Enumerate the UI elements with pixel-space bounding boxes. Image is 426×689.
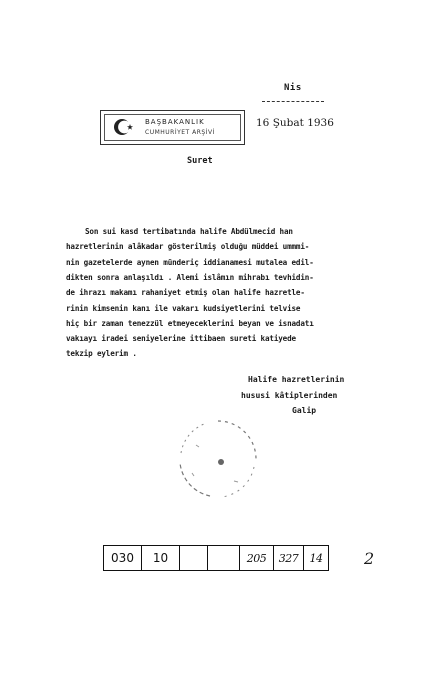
- body-line: vakıayı iradei seniyelerine ittibaen sureti katiyede: [66, 334, 296, 344]
- archive-code-cell: 10: [142, 546, 180, 570]
- document-date: 16 Şubat 1936: [256, 117, 334, 129]
- signature-name: Galip: [292, 406, 317, 415]
- archive-code-cell: [180, 546, 208, 570]
- body-line: rinin kimsenin kanı ile vakarı kudsiyetlerini telvise: [66, 303, 301, 313]
- archive-stamp: [100, 110, 245, 145]
- document-heading: Suret: [187, 156, 213, 166]
- body-line: hazretlerinin alâkadar gösterilmiş olduğu müddei ummmi-: [66, 242, 310, 252]
- archive-code-cell: [208, 546, 240, 570]
- archive-code-cell: 205: [240, 546, 274, 570]
- body-line: de ihrazı makamı rahaniyet etmiş olan halife hazretle-: [66, 288, 305, 298]
- body-line: hiç bir zaman tenezzül etmeyeceklerini beyan ve isnadatı: [66, 318, 314, 328]
- archive-code-box: [103, 545, 329, 571]
- body-line: Son sui kasd tertibatında halife Abdülmecid han: [85, 227, 293, 236]
- archive-code-cell: 14: [309, 551, 323, 565]
- reference-underline: [262, 101, 324, 102]
- reference-number: Nis: [284, 83, 302, 93]
- faded-seal-stamp: [174, 415, 262, 503]
- archive-code-cell: 030: [104, 546, 142, 570]
- page-number: 2: [364, 549, 375, 568]
- stamp-subtitle: CUMHURİYET ARŞİVİ: [145, 129, 215, 136]
- signature-line-2: hususi kâtiplerinden: [241, 391, 338, 400]
- crescent-star-icon: [113, 117, 135, 137]
- stamp-title: BAŞBAKANLIK: [145, 118, 205, 126]
- body-line: nin gazetelerde aynen münderiç iddianamesi mutalea edil-: [66, 257, 314, 267]
- body-line: tekzip eylerim .: [66, 349, 137, 359]
- signature-line-1: Halife hazretlerinin: [248, 375, 345, 384]
- body-line: dikten sonra anlaşıldı . Alemi islâmın mihrabı tevhidin-: [66, 272, 314, 282]
- archive-code-cell: 327: [274, 546, 304, 570]
